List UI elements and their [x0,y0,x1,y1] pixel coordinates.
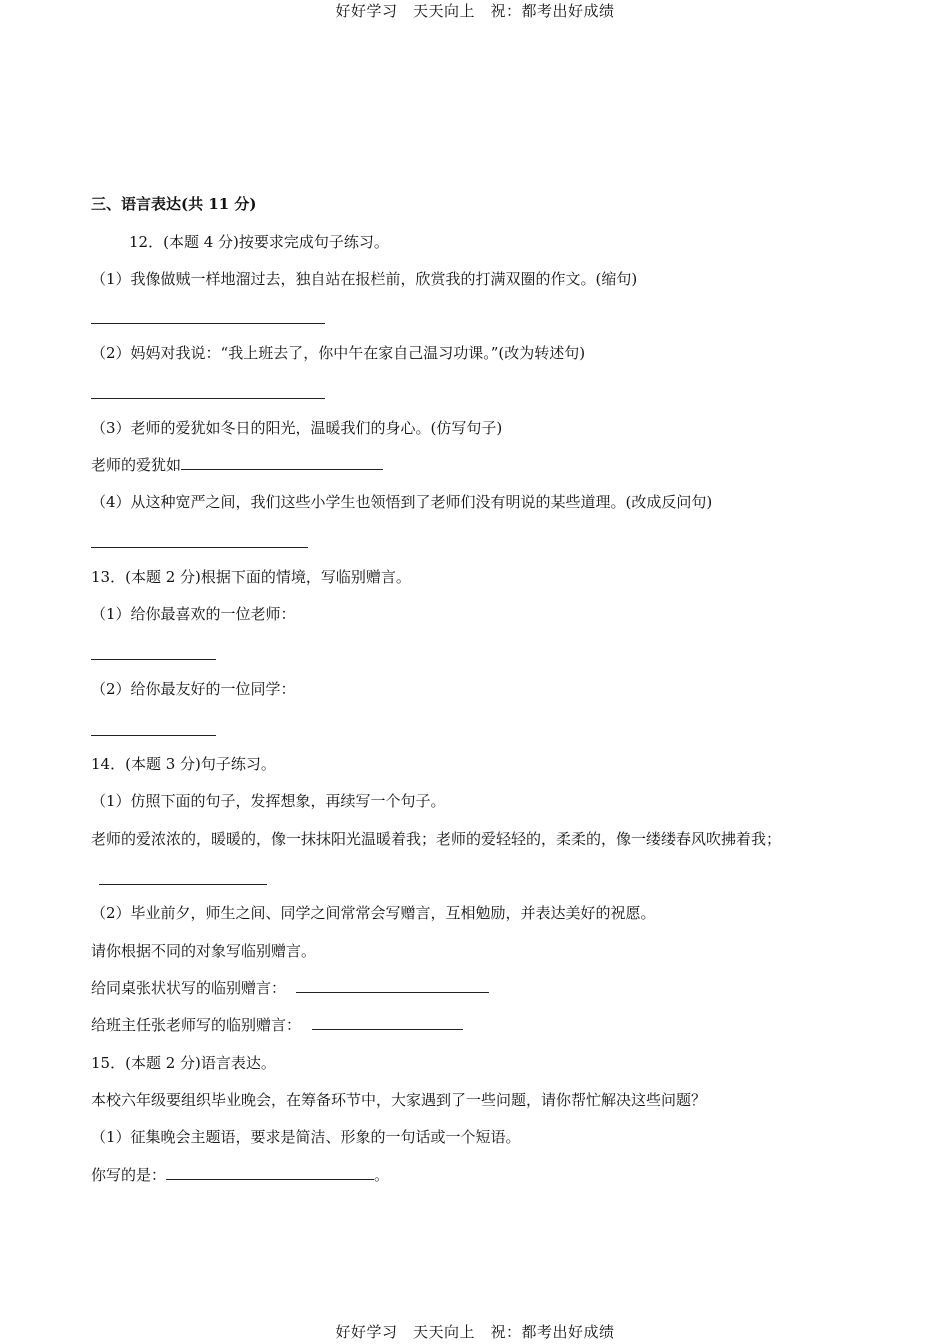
q15-context: 本校六年级要组织毕业晚会，在筹备环节中，大家遇到了一些问题，请你帮忙解决这些问题？ [91,1091,707,1109]
q14-example-sentence: 老师的爱浓浓的，暖暖的，像一抹抹阳光温暖着我；老师的爱轻轻的，柔柔的，像一缕缕春风吹拂着我； [91,830,782,848]
q14-deskmate-label: 给同桌张状状写的临别赠言： [91,979,287,997]
page-footer: 好好学习 天天向上 祝：都考出好成绩 [335,1323,615,1341]
q12-part1: （1）我像做贼一样地溜过去，独自站在报栏前，欣赏我的打满双圈的作文。(缩句) [91,270,638,288]
section-title: 三、语言表达(共 11 分) [91,195,257,213]
q13-stem: 13．(本题 2 分)根据下面的情境，写临别赠言。 [91,568,411,586]
q14-teacher-row [91,1015,463,1035]
q12-part1-answer-line[interactable] [91,323,325,324]
q14-part1-answer-line[interactable] [99,884,267,885]
q12-part3-prefix: 老师的爱犹如 [91,456,182,474]
q12-part4-answer-line[interactable] [91,547,308,548]
q12-part3-answer-line[interactable] [181,455,383,470]
q15-stem: 15．(本题 2 分)语言表达。 [91,1054,276,1072]
q12-part2-answer-line[interactable] [91,398,325,399]
page-header: 好好学习 天天向上 祝：都考出好成绩 [335,2,615,20]
q13-part1: （1）给你最喜欢的一位老师： [91,605,296,623]
q14-part2: （2）毕业前夕，师生之间、同学之间常常会写赠言，互相勉励，并表达美好的祝愿。 [91,904,656,922]
q12-part2: （2）妈妈对我说：“我上班去了，你中午在家自己温习功课。”(改为转述句) [91,344,586,362]
q14-deskmate-answer-line[interactable] [296,978,489,993]
q14-deskmate-row [91,978,489,998]
q15-answer-prefix: 你写的是： [91,1166,167,1184]
q13-part2: （2）给你最友好的一位同学： [91,680,296,698]
q13-part2-answer-line[interactable] [91,735,216,736]
q12-part3-fill-row [91,455,383,475]
q14-stem: 14．(本题 3 分)句子练习。 [91,755,276,773]
q14-instruction: 请你根据不同的对象写临别赠言。 [91,942,317,960]
q15-answer-line[interactable] [166,1165,374,1180]
q14-teacher-label: 给班主任张老师写的临别赠言： [91,1016,302,1034]
q14-teacher-answer-line[interactable] [312,1015,463,1030]
q12-stem: 12．(本题 4 分)按要求完成句子练习。 [129,233,389,251]
q15-part1: （1）征集晚会主题语，要求是简洁、形象的一句话或一个短语。 [91,1128,521,1146]
q15-answer-row [91,1165,389,1185]
q12-part3: （3）老师的爱犹如冬日的阳光，温暖我们的身心。(仿写句子) [91,419,503,437]
q12-part4: （4）从这种宽严之间，我们这些小学生也领悟到了老师们没有明说的某些道理。(改成反问句) [91,493,713,511]
q15-answer-suffix: 。 [374,1166,390,1184]
q13-part1-answer-line[interactable] [91,659,216,660]
q14-part1: （1）仿照下面的句子，发挥想象，再续写一个句子。 [91,792,446,810]
